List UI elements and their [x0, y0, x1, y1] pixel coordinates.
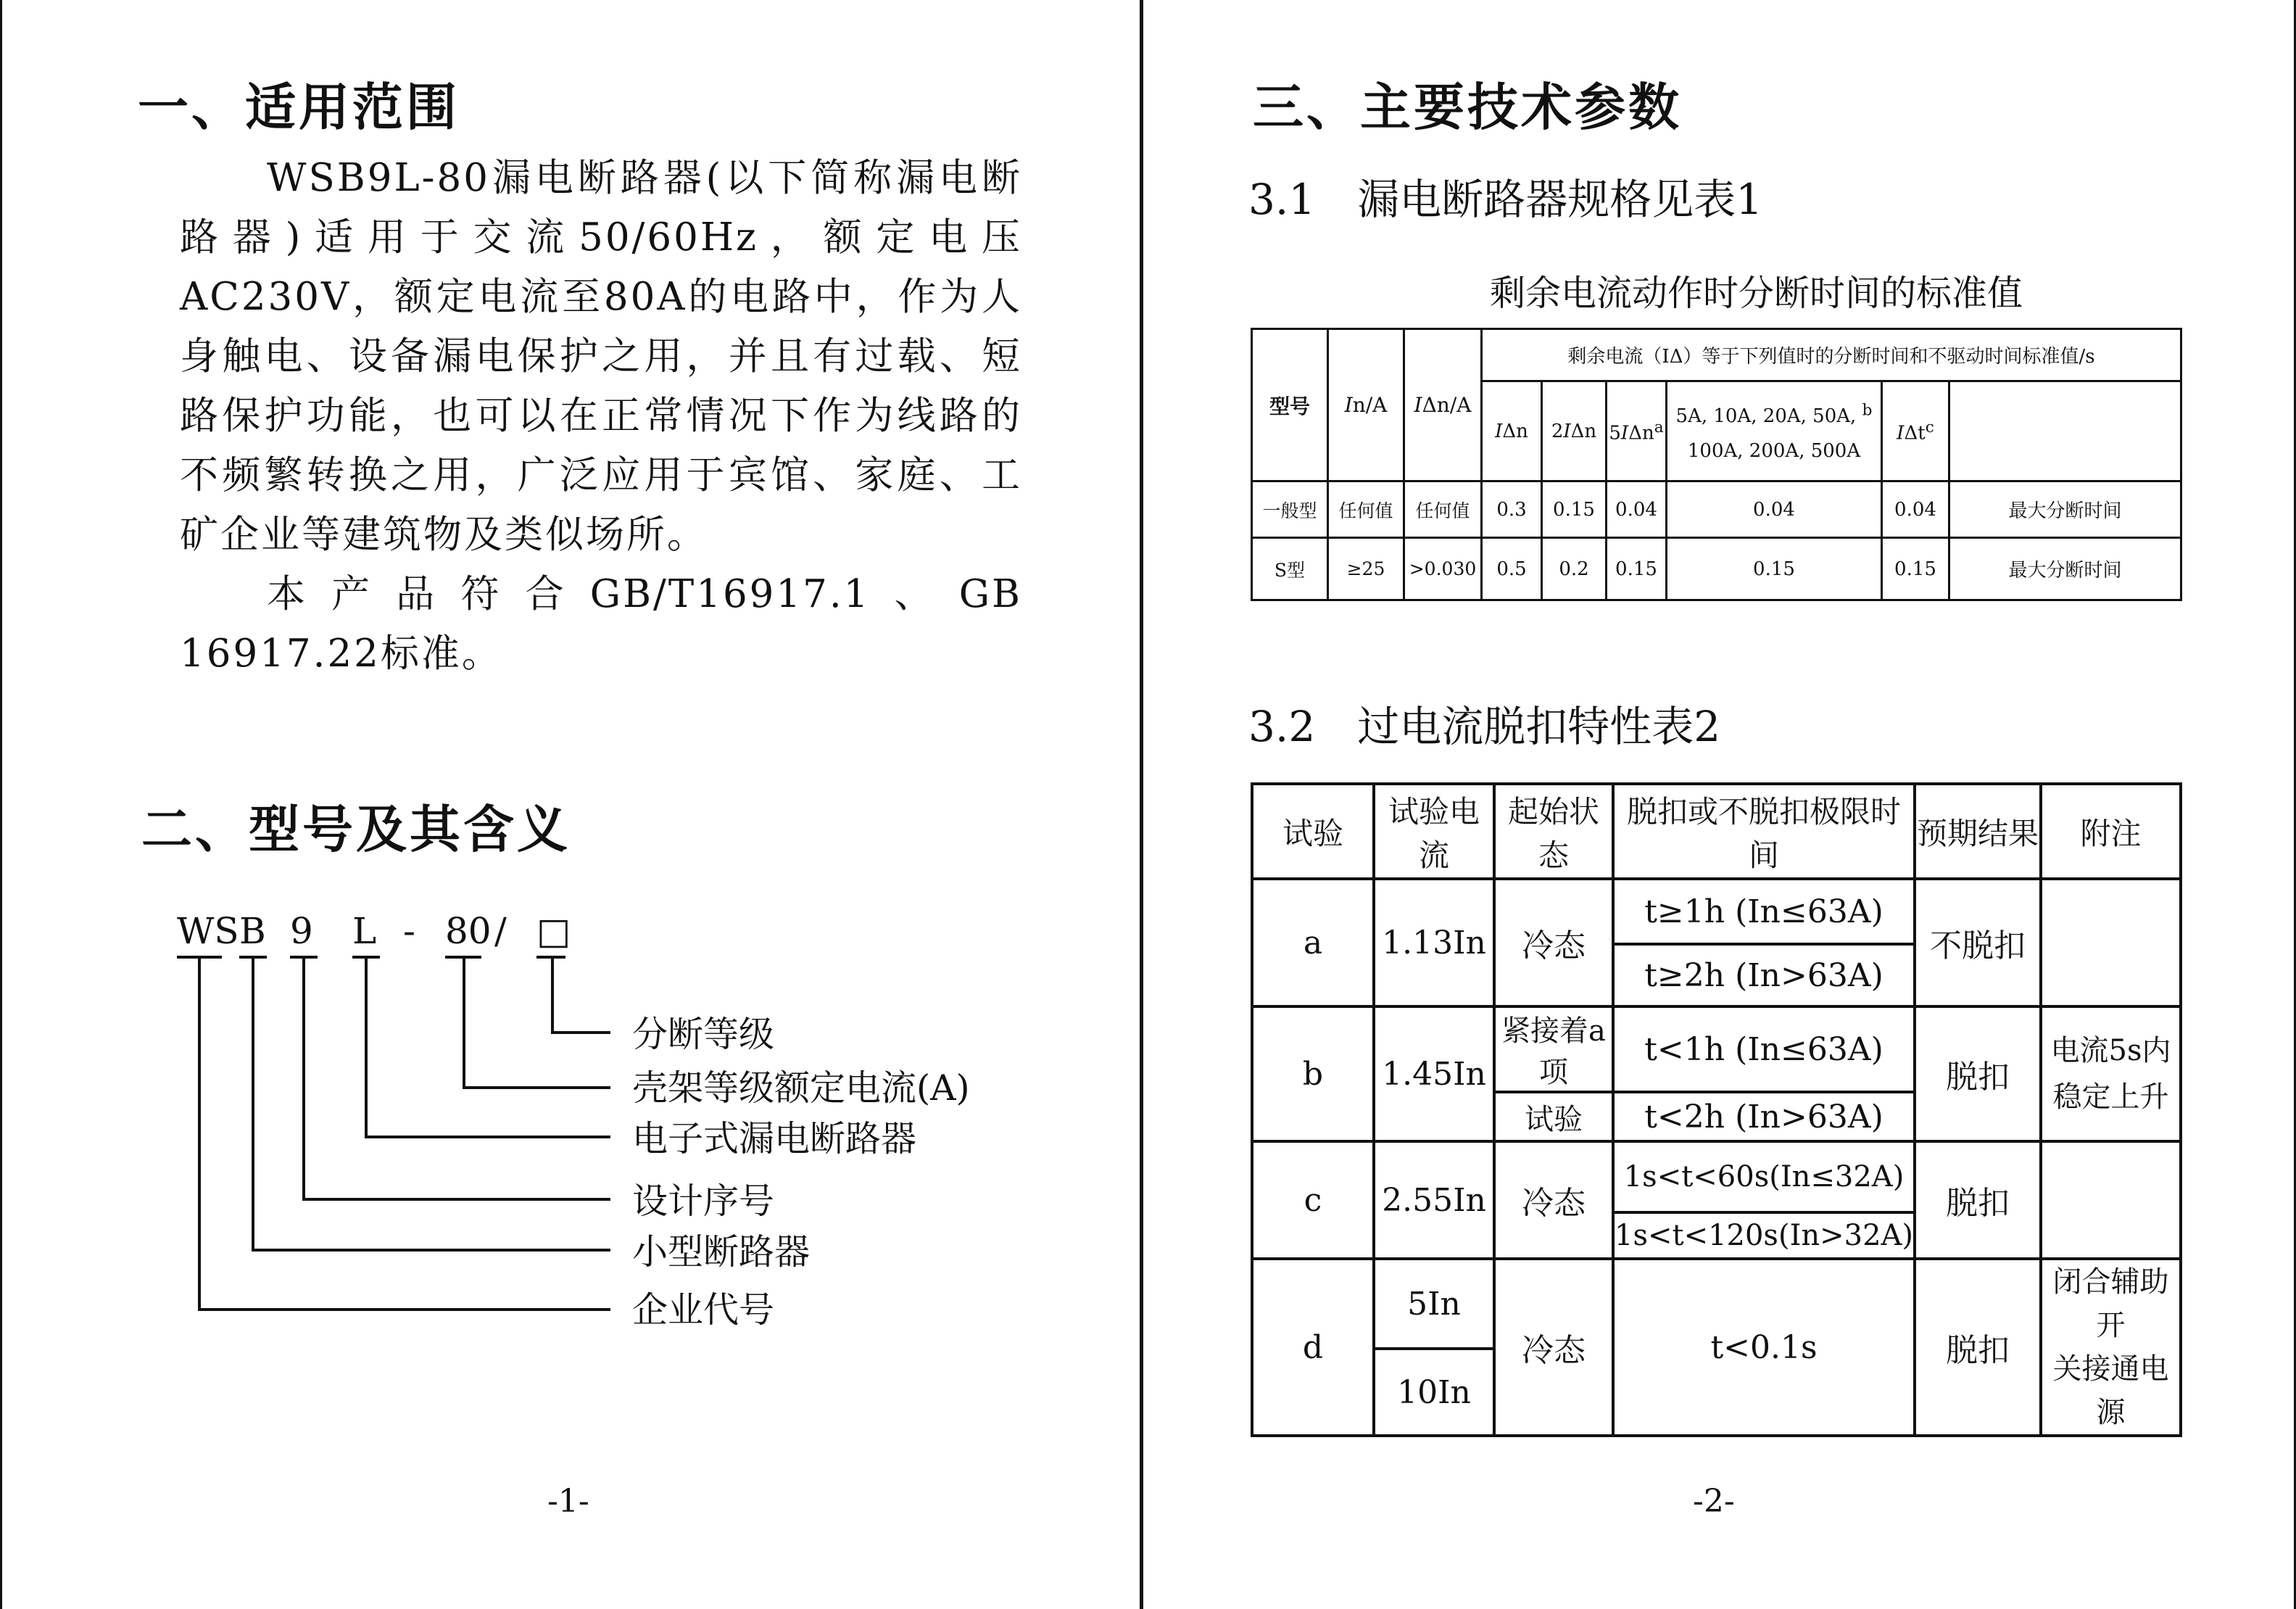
- subsection-3-2: 3.2 过电流脱扣特性表2: [1248, 702, 1721, 751]
- t2-b-note: [2041, 1006, 2181, 1141]
- page-number-left: -1-: [547, 1483, 589, 1520]
- leader-80-h: [463, 1086, 610, 1089]
- t2-d-test: d: [1252, 1259, 1374, 1436]
- legend-design-number: 设计序号: [632, 1180, 775, 1222]
- t2-b-state1: 紧接着a项: [1494, 1006, 1613, 1092]
- t1-r1-idn: 任何值: [1404, 481, 1482, 538]
- section1-paragraph1: WSB9L-80漏电断路器(以下简称漏电断路器)适用于交流50/60Hz，额定电压AC230V，额定电流至80A的电路中，作为人身触电、设备漏电保护之用，并且有过载、短路保护功能，也可以在正常情况下作为线路的不频繁转换之用，广泛应用于宾馆、家庭、工矿企业等建筑物及类似场所。: [180, 156, 1022, 557]
- t2-b-result: 脱扣: [1915, 1006, 2041, 1141]
- t2-a-time2: t≥2h (In>63A): [1613, 944, 1915, 1006]
- table1-caption: 剩余电流动作时分断时间的标准值: [1490, 273, 2023, 314]
- t1-col-5idn: 5IΔn$^a$: [1607, 381, 1667, 481]
- t2-header-state: 起始状态: [1494, 784, 1613, 879]
- t1-col-idn: IΔn: [1482, 381, 1542, 481]
- leader-b-h: [252, 1249, 610, 1252]
- t2-a-time1: t≥1h (In≤63A): [1613, 879, 1915, 944]
- leader-9-h: [302, 1198, 610, 1201]
- t1-header-group: 剩余电流（IΔ）等于下列值时的分断时间和不驱动时间标准值/s: [1482, 329, 2181, 381]
- t2-b-test: b: [1252, 1006, 1374, 1141]
- t1-r2-v2: 0.2: [1542, 538, 1607, 600]
- leader-80-v: [463, 957, 465, 1088]
- t2-d-state: 冷态: [1494, 1259, 1613, 1436]
- left-edge: [0, 0, 2, 1609]
- t1-r1-v6: 最大分断时间: [1949, 481, 2181, 538]
- t2-d-current2: 10In: [1374, 1349, 1494, 1436]
- leader-box-h: [551, 1031, 610, 1034]
- t1-r2-v6: 最大分断时间: [1949, 538, 2181, 600]
- t2-d-note: [2041, 1259, 2181, 1436]
- t1-col-idt: IΔt$^c$: [1882, 381, 1949, 481]
- t1-col-blank: [1949, 381, 2181, 481]
- t2-header-time: 脱扣或不脱扣极限时间: [1613, 784, 1915, 879]
- t1-col-fixed-line1: 5A, 10A, 20A, 50A, $^b$: [1675, 401, 1873, 428]
- table1: [1251, 328, 2182, 601]
- t2-b-state2: 试验: [1494, 1092, 1613, 1141]
- t2-b-time1: t<1h (In≤63A): [1613, 1006, 1915, 1092]
- leader-l-v: [365, 957, 368, 1137]
- t2-d-current1: 5In: [1374, 1259, 1494, 1349]
- t1-col-2idn: 2IΔn: [1542, 381, 1607, 481]
- subsection-3-1: 3.1 漏电断路器规格见表1: [1248, 175, 1763, 224]
- t1-r2-type: S型: [1252, 538, 1328, 600]
- t2-c-note: [2041, 1141, 2181, 1259]
- t1-r1-in: 任何值: [1328, 481, 1404, 538]
- leader-box-v: [551, 957, 554, 1033]
- t1-header-in: In/A: [1328, 329, 1404, 481]
- t2-c-test: c: [1252, 1141, 1374, 1259]
- code-part-dash: -: [403, 910, 415, 952]
- t1-r2-in: ≥25: [1328, 538, 1404, 600]
- legend-electronic-rcbo: 电子式漏电断路器: [632, 1118, 917, 1159]
- t2-c-state: 冷态: [1494, 1141, 1613, 1259]
- code-part-ws: WS: [177, 910, 239, 952]
- t1-r2-v1: 0.5: [1482, 538, 1542, 600]
- leader-ws-v: [198, 957, 201, 1310]
- table2: [1251, 782, 2182, 1437]
- t2-header-result: 预期结果: [1915, 784, 2041, 879]
- section1-title: 一、适用范围: [138, 78, 460, 137]
- t2-b-note1: 电流5s内: [2050, 1034, 2171, 1067]
- t2-b-current: 1.45In: [1374, 1006, 1494, 1141]
- leader-ws-h: [198, 1308, 610, 1311]
- legend-breaking-class: 分断等级: [632, 1014, 775, 1055]
- t2-a-result: 不脱扣: [1915, 879, 2041, 1006]
- t1-r2-idn: >0.030: [1404, 538, 1482, 600]
- code-part-b: B: [239, 910, 266, 952]
- t1-r1-v4: 0.04: [1667, 481, 1882, 538]
- t1-header-idn: IΔn/A: [1404, 329, 1482, 481]
- t2-b-time2: t<2h (In>63A): [1613, 1092, 1915, 1141]
- code-part-box: □: [536, 910, 571, 952]
- t2-c-time1: 1s<t<60s(In≤32A): [1613, 1141, 1915, 1212]
- t2-a-test: a: [1252, 879, 1374, 1006]
- leader-l-h: [365, 1136, 610, 1138]
- leader-b-v: [252, 957, 254, 1250]
- t2-header-current: 试验电流: [1374, 784, 1494, 879]
- t2-header-test: 试验: [1252, 784, 1374, 879]
- t1-r1-v1: 0.3: [1482, 481, 1542, 538]
- t1-header-type: 型号: [1252, 329, 1328, 481]
- t2-c-time2: 1s<t<120s(In>32A): [1613, 1212, 1915, 1259]
- page-number-right: -2-: [1693, 1483, 1735, 1520]
- t1-col-fixed-line2: 100A, 200A, 500A: [1687, 440, 1861, 463]
- t2-d-note2: 关接通电源: [2052, 1352, 2169, 1429]
- t1-r1-v5: 0.04: [1882, 481, 1949, 538]
- t2-d-time: t<0.1s: [1613, 1259, 1915, 1436]
- t2-a-note: [2041, 879, 2181, 1006]
- t1-r1-v3: 0.04: [1607, 481, 1667, 538]
- t2-d-note1: 闭合辅助开: [2052, 1265, 2169, 1342]
- t1-r2-v4: 0.15: [1667, 538, 1882, 600]
- legend-company-code: 企业代号: [632, 1289, 775, 1331]
- t2-d-result: 脱扣: [1915, 1259, 2041, 1436]
- section1-paragraph2: 本产品符合GB/T16917.1、GB 16917.22标准。: [180, 572, 1022, 676]
- t1-r1-type: 一般型: [1252, 481, 1328, 538]
- t1-r2-v3: 0.15: [1607, 538, 1667, 600]
- code-part-l: L: [352, 910, 377, 952]
- t2-c-current: 2.55In: [1374, 1141, 1494, 1259]
- leader-9-v: [302, 957, 305, 1199]
- t2-a-current: 1.13In: [1374, 879, 1494, 1006]
- t2-c-result: 脱扣: [1915, 1141, 2041, 1259]
- t1-col-fixed-currents: [1667, 381, 1882, 481]
- section1-body: [180, 149, 1022, 684]
- legend-frame-current: 壳架等级额定电流(A): [632, 1067, 970, 1109]
- t1-r2-v5: 0.15: [1882, 538, 1949, 600]
- t2-header-note: 附注: [2041, 784, 2181, 879]
- t1-r1-v2: 0.15: [1542, 481, 1607, 538]
- t2-b-note2: 稳定上升: [2052, 1080, 2169, 1114]
- legend-mini-breaker: 小型断路器: [632, 1231, 811, 1273]
- page-divider: [1140, 0, 1143, 1609]
- code-part-9: 9: [290, 910, 313, 952]
- t2-a-state: 冷态: [1494, 879, 1613, 1006]
- section3-title: 三、主要技术参数: [1253, 78, 1682, 137]
- code-part-80: 80: [445, 910, 492, 952]
- section2-title: 二、型号及其含义: [141, 800, 571, 859]
- code-part-slash: /: [494, 910, 507, 952]
